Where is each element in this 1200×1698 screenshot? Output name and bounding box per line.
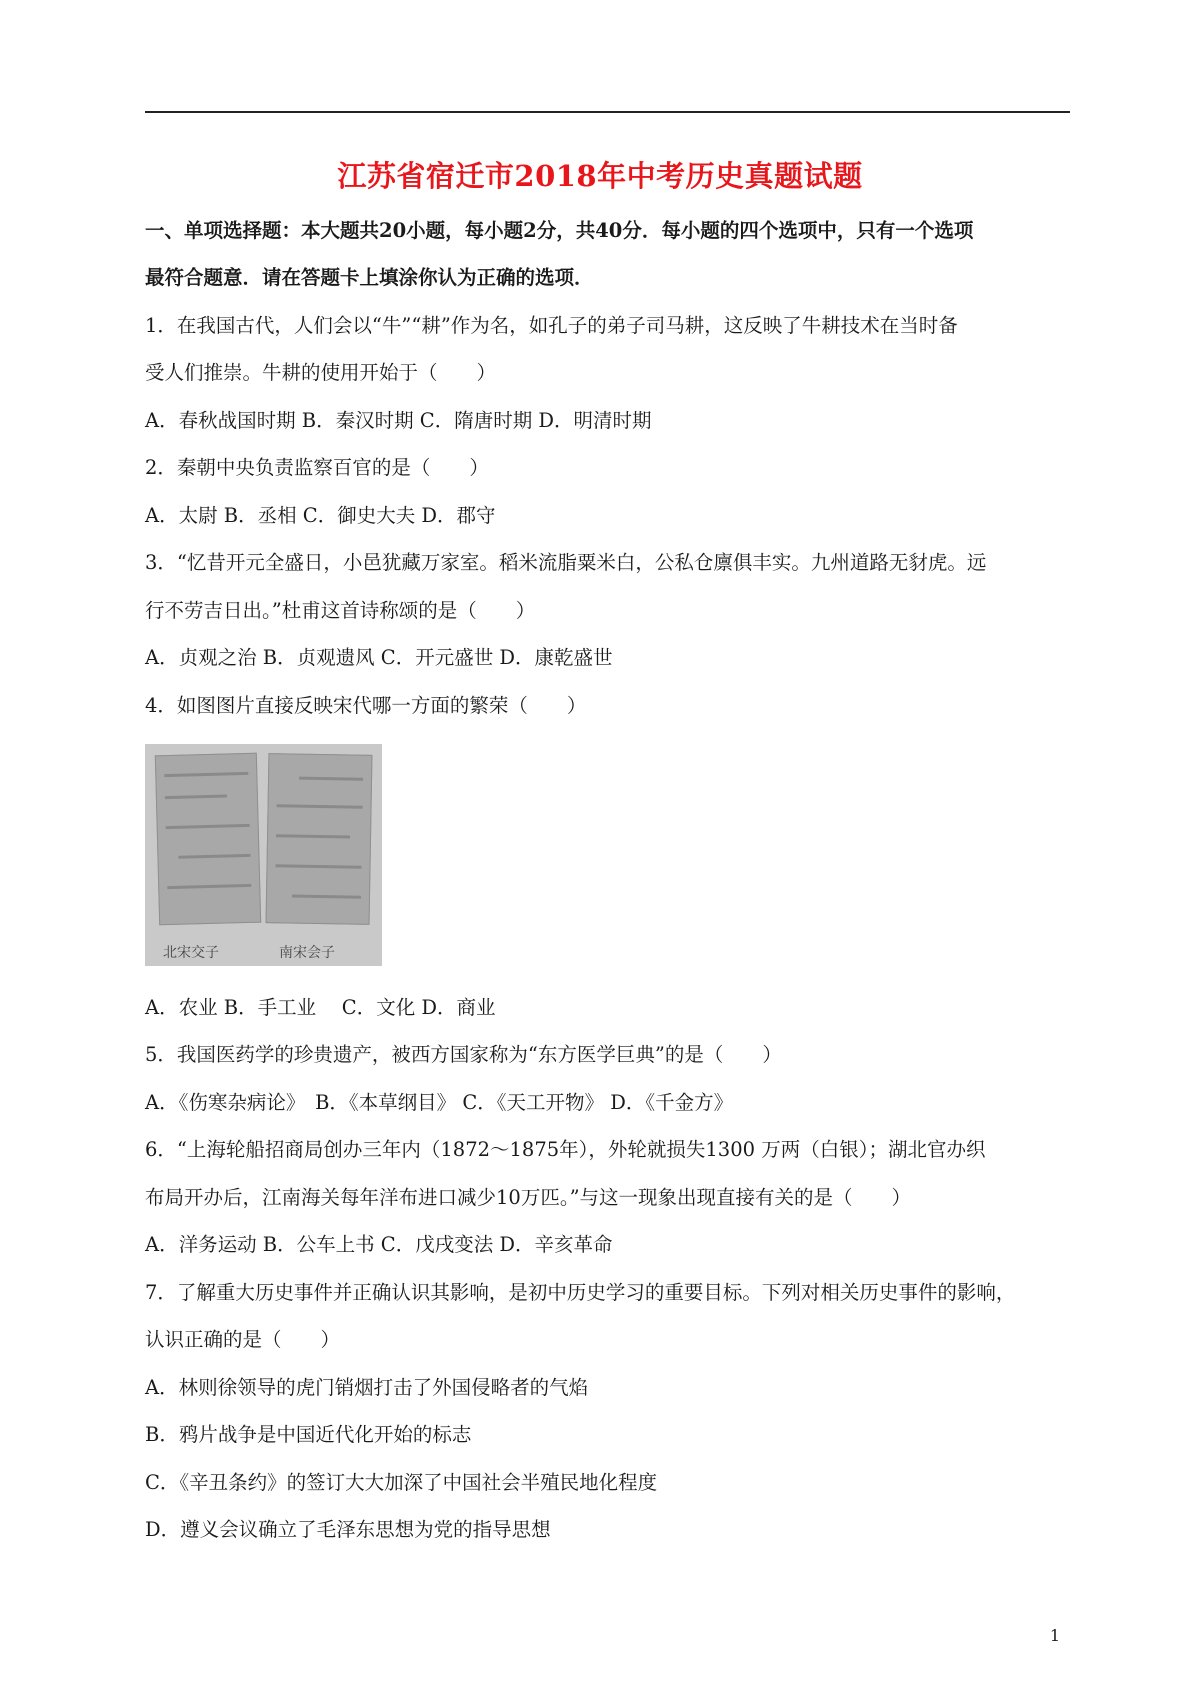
question-7-stem-cont: 认识正确的是（ ） [145, 1328, 341, 1351]
page-number: 1 [1049, 1626, 1060, 1645]
question-3-stem: 3．“忆昔开元全盛日，小邑犹藏万家室。稻米流脂粟米白，公私仓廪俱丰实。九州道路无豺虎。远 [145, 551, 987, 574]
question-1-stem: 1．在我国古代，人们会以“牛”“耕”作为名，如孔子的弟子司马耕，这反映了牛耕技术在当时备 [145, 314, 958, 337]
question-1-stem-cont: 受人们推崇。牛耕的使用开始于（ ） [145, 361, 497, 384]
question-5-options: A．《伤寒杂病论》 B．《本草纲目》 C．《天工开物》 D．《千金方》 [145, 1091, 734, 1114]
jiaozi-image [155, 753, 261, 926]
question-3-stem-cont: 行不劳吉日出。”杜甫这首诗称颂的是（ ） [145, 599, 536, 622]
section-header-line-1: 一、单项选择题：本大题共20小题，每小题2分，共40分．每小题的四个选项中，只有一个选项 [145, 219, 974, 242]
song-paper-money-figure [145, 744, 382, 966]
question-3-options: A．贞观之治 B．贞观遗风 C．开元盛世 D．康乾盛世 [145, 646, 613, 669]
question-7-option-c: C．《辛丑条约》的签订大大加深了中国社会半殖民地化程度 [145, 1471, 658, 1494]
question-7-stem: 7．了解重大历史事件并正确认识其影响，是初中历史学习的重要目标。下列对相关历史事件的影响， [145, 1281, 1016, 1304]
question-5-stem: 5．我国医药学的珍贵遗产，被西方国家称为“东方医学巨典”的是（ ） [145, 1043, 782, 1066]
question-6-options: A．洋务运动 B．公车上书 C．戊戌变法 D．辛亥革命 [145, 1233, 613, 1256]
figure-caption-left: 北宋交子 [163, 945, 219, 961]
question-7-option-d: D．遵义会议确立了毛泽东思想为党的指导思想 [145, 1518, 551, 1541]
question-2-stem: 2．秦朝中央负责监察百官的是（ ） [145, 456, 489, 479]
question-4-options: A．农业 B．手工业 C．文化 D．商业 [145, 996, 496, 1019]
page-title: 江苏省宿迁市2018年中考历史真题试题 [337, 159, 863, 193]
question-2-options: A．太尉 B．丞相 C．御史大夫 D．郡守 [145, 504, 496, 527]
header-rule [145, 111, 1070, 113]
question-6-stem-cont: 布局开办后，江南海关每年洋布进口减少10万匹。”与这一现象出现直接有关的是（ ） [145, 1186, 912, 1209]
section-header-line-2: 最符合题意．请在答题卡上填涂你认为正确的选项． [145, 266, 594, 289]
question-7-option-a: A．林则徐领导的虎门销烟打击了外国侵略者的气焰 [145, 1376, 589, 1399]
question-4-stem: 4．如图图片直接反映宋代哪一方面的繁荣（ ） [145, 694, 587, 717]
question-6-stem: 6．“上海轮船招商局创办三年内（1872～1875年），外轮就损失1300 万两（白银）；湖北官办织 [145, 1138, 986, 1161]
huizi-image [266, 753, 373, 925]
question-1-options: A．春秋战国时期 B．秦汉时期 C．隋唐时期 D．明清时期 [145, 409, 652, 432]
figure-caption-right: 南宋会子 [279, 945, 335, 961]
question-7-option-b: B．鸦片战争是中国近代化开始的标志 [145, 1423, 472, 1446]
